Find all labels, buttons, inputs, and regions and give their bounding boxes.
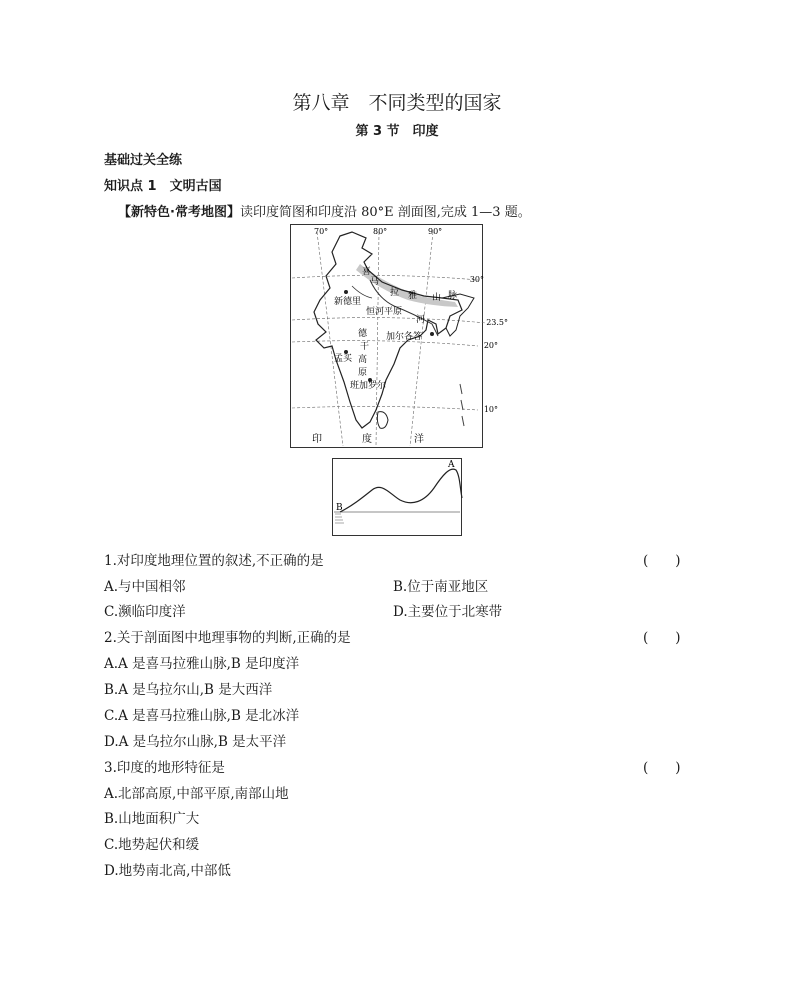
label-la: 拉: [390, 288, 400, 298]
lon-label-90: 90°: [428, 227, 443, 236]
heading-basic-practice: 基础过关全练: [104, 153, 183, 168]
label-yang: 洋: [414, 434, 424, 445]
question-3-option-b: B.山地面积广大: [104, 811, 200, 827]
question-3-answer-blank: ( ): [643, 760, 681, 776]
label-ya: 雅: [408, 291, 418, 301]
label-mai: 脉: [448, 291, 458, 301]
new-delhi-dot: [344, 290, 348, 294]
question-2-option-d: D.A 是乌拉尔山脉,B 是太平洋: [104, 734, 287, 750]
intro-line: [118, 201, 531, 220]
question-2-option-c: C.A 是喜马拉雅山脉,B 是北冰洋: [104, 708, 300, 724]
label-de: 德: [358, 329, 368, 339]
question-1-answer-blank: ( ): [643, 553, 681, 569]
kolkata-dot: [430, 332, 434, 336]
label-mumbai: 孟买: [334, 354, 353, 364]
india-map: [290, 224, 508, 448]
question-1-option-a: A.与中国相邻: [104, 579, 186, 595]
lat-label-30: 30°: [469, 275, 484, 284]
intro-text: 读印度简图和印度沿 80°E 剖面图,完成 1—3 题。: [239, 205, 531, 220]
question-3-option-d: D.地势南北高,中部低: [104, 863, 231, 879]
label-ganges-plain: 恒河平原: [366, 307, 403, 317]
lat-label-10: 10°: [483, 405, 498, 414]
section-title: 第 3 节 印度: [355, 124, 439, 139]
profile-diagram: [332, 458, 462, 536]
label-gao: 高: [358, 355, 368, 365]
question-1-option-b: B.位于南亚地区: [393, 579, 489, 595]
profile-label-a: A: [448, 460, 455, 470]
lat-label-23-5: 23.5°: [486, 318, 508, 327]
label-yin: 印: [312, 434, 322, 445]
question-2-option-b: B.A 是乌拉尔山,B 是大西洋: [104, 682, 273, 698]
lon-label-70: 70°: [314, 227, 329, 236]
question-3-option-a: A.北部高原,中部平原,南部山地: [104, 786, 289, 802]
question-1-stem: 1.对印度地理位置的叙述,不正确的是: [104, 553, 324, 569]
question-3-option-c: C.地势起伏和缓: [104, 837, 200, 853]
question-2-answer-blank: ( ): [643, 630, 681, 646]
heading-knowledge-point: 知识点 1 文明古国: [104, 179, 222, 194]
question-2-stem: 2.关于剖面图中地理事物的判断,正确的是: [104, 630, 351, 646]
label-kolkata: 加尔各答: [386, 332, 423, 342]
profile-label-b: B: [336, 503, 343, 513]
question-2-option-a: A.A 是喜马拉雅山脉,B 是印度洋: [104, 656, 300, 672]
question-1-option-c: C.濒临印度洋: [104, 604, 186, 620]
intro-tag: 【新特色·常考地图】: [118, 205, 240, 220]
label-ma: 马: [370, 277, 380, 287]
chapter-title: 第八章 不同类型的国家: [292, 92, 502, 114]
question-3-stem: 3.印度的地形特征是: [104, 760, 225, 776]
label-gan: 干: [360, 342, 370, 352]
label-bangalore: 班加罗尔: [350, 381, 387, 391]
label-new-delhi: 新德里: [334, 297, 362, 307]
label-du: 度: [362, 434, 372, 445]
label-he: 河: [416, 315, 426, 325]
label-xi: 喜: [362, 267, 372, 277]
label-yuan: 原: [358, 368, 368, 378]
question-1-option-d: D.主要位于北寒带: [393, 604, 503, 620]
label-shan: 山: [432, 293, 442, 303]
lat-label-20: 20°: [483, 341, 498, 350]
lon-label-80: 80°: [373, 227, 388, 236]
